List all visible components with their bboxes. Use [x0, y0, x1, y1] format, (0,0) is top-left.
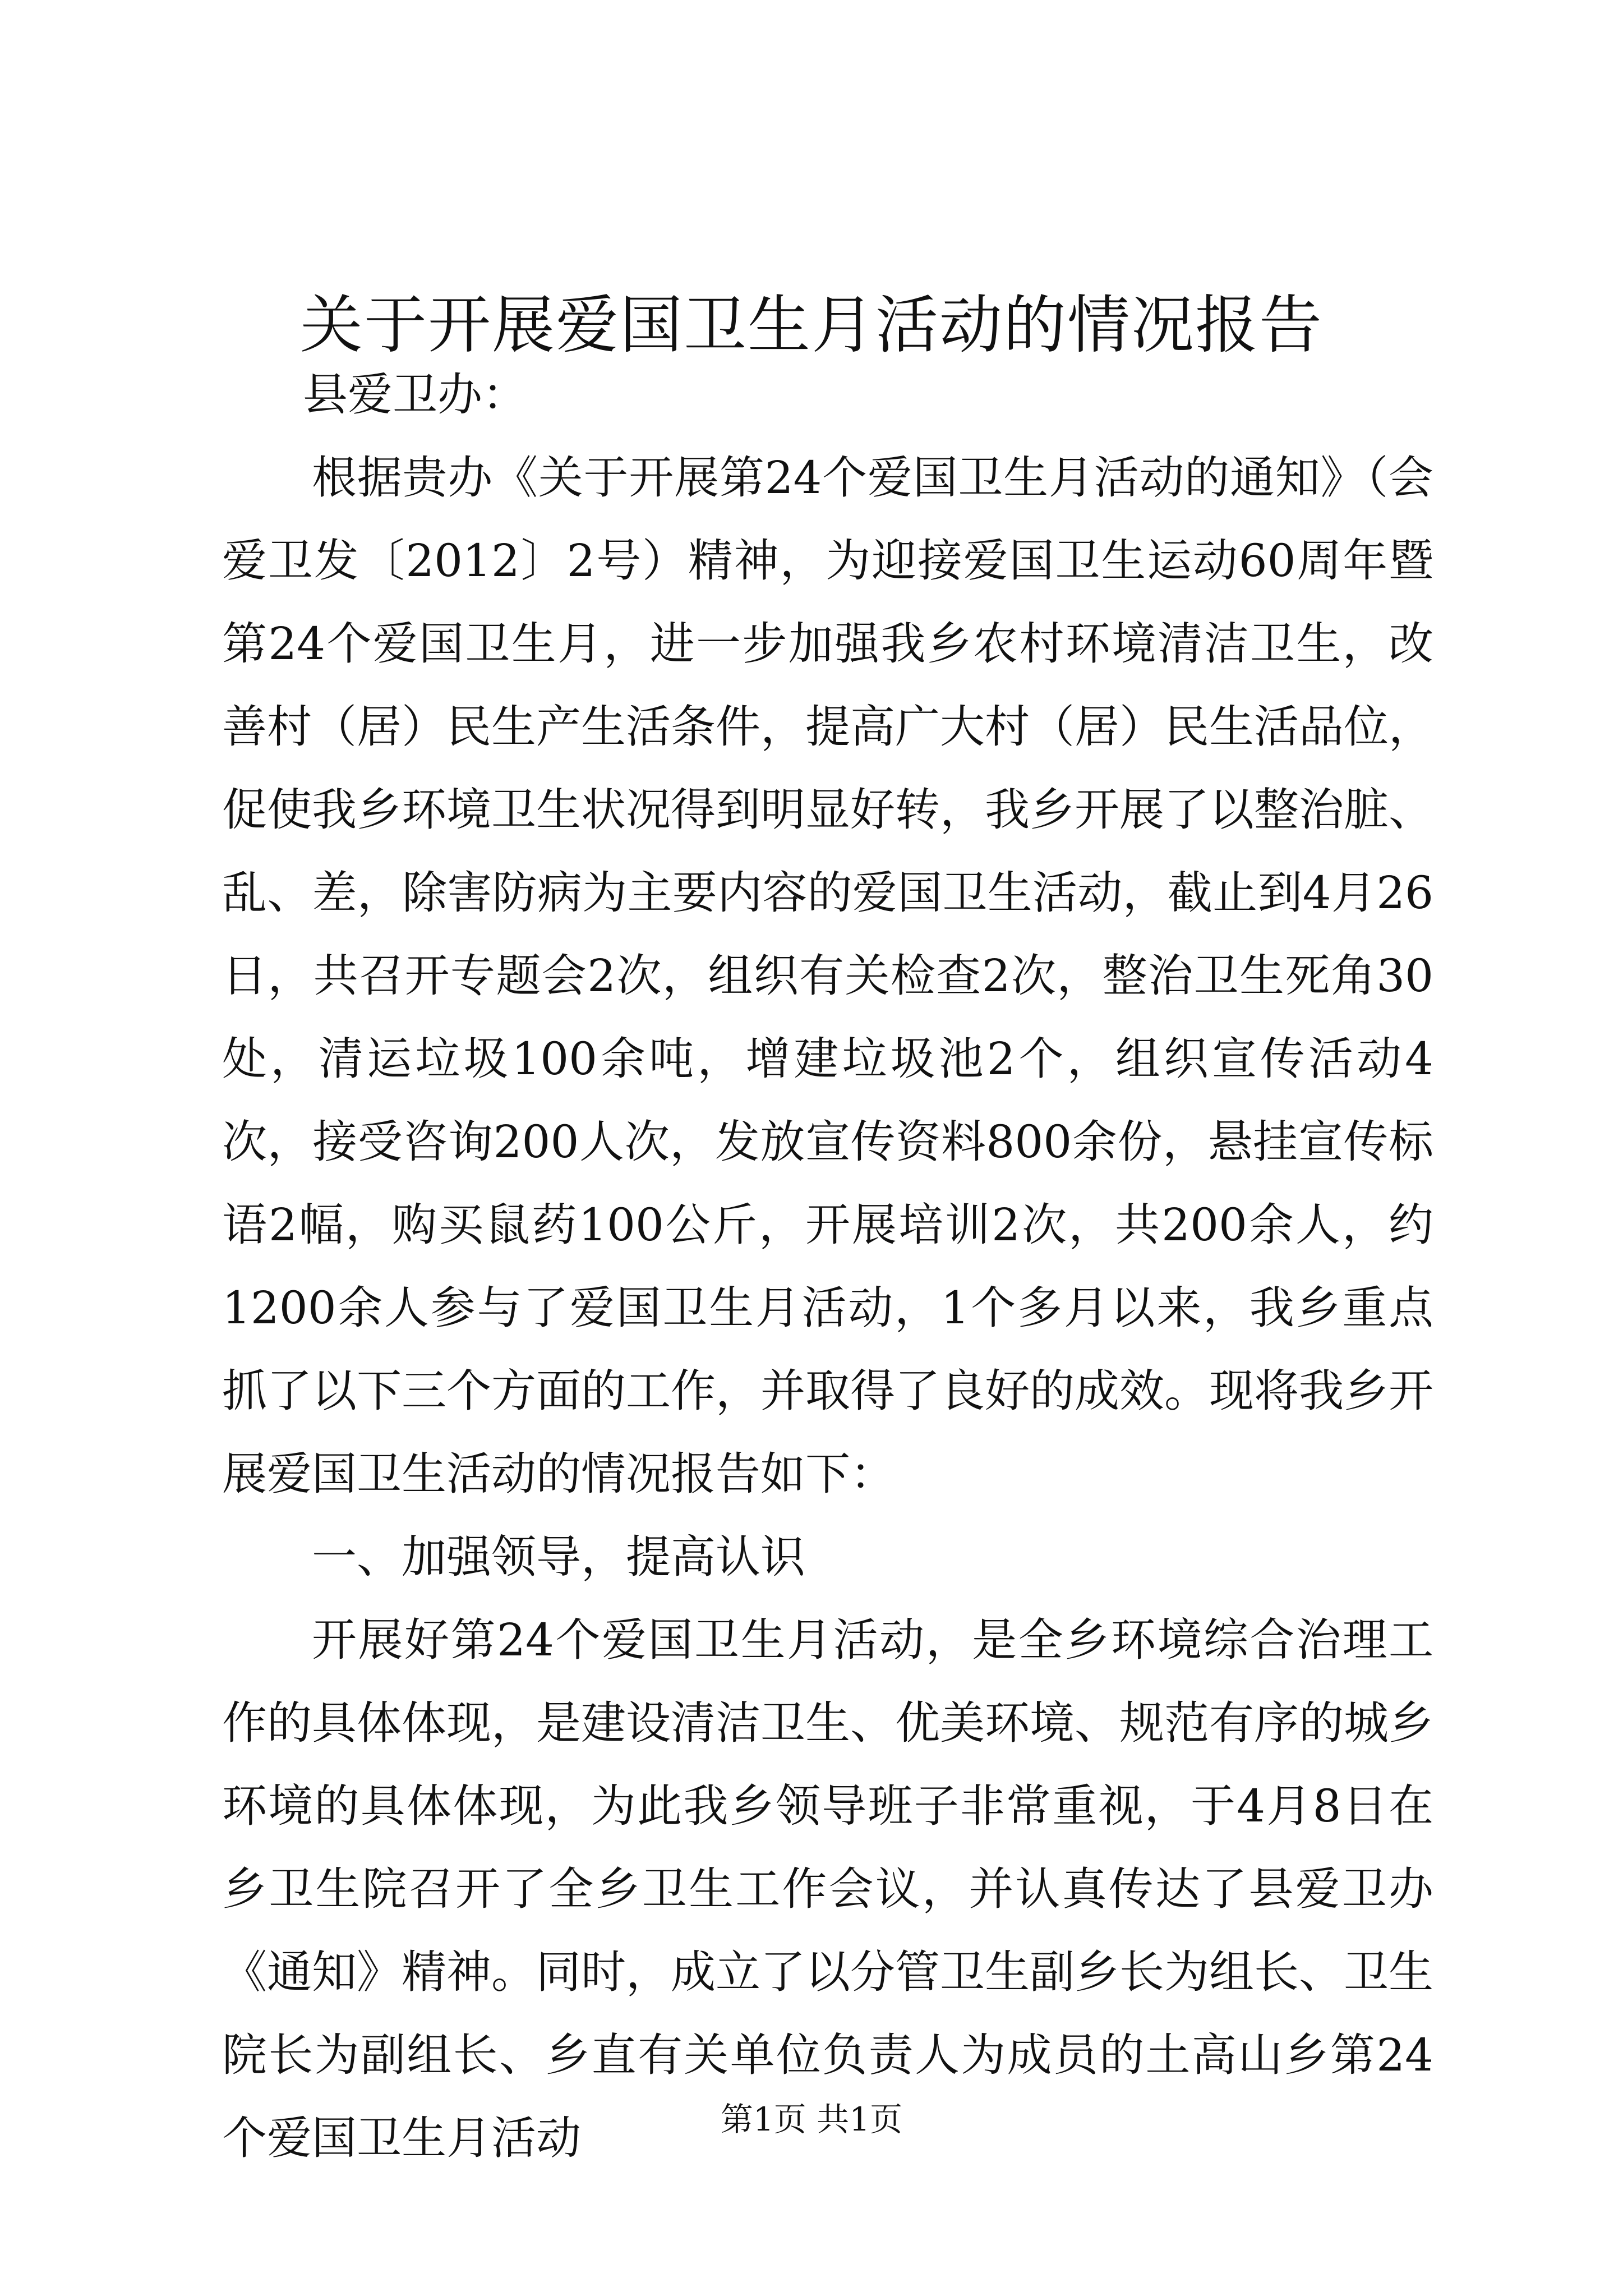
section-heading-1: 一、加强领导，提高认识 — [312, 1531, 805, 1583]
document-body — [222, 436, 1433, 2180]
document-title: 关于开展爱国卫生月活动的情况报告 — [300, 289, 1323, 362]
page-footer — [0, 2097, 1623, 2142]
page-number-label: 第1页 共1页 — [720, 2100, 903, 2138]
salutation: 县爱卫办： — [303, 369, 527, 421]
paragraph-intro: 根据贵办《关于开展第24个爱国卫生月活动的通知》（会爱卫发〔2012〕2号）精神，为迎接爱国卫生运动60周年暨第24个爱国卫生月，进一步加强我乡农村环境清洁卫生，改善村（居）民生产生活条件，提高广大村（居）民生活品位，促使我乡环境卫生状况得到明显好转，我乡开展了以整治脏、乱、差，除害防病为主要内容的爱国卫生活动，截止到4月26日，共召开专题会2次，组织有关检查2次，整治卫生死角30处，清运垃圾100余吨，增建垃圾池2个，组织宣传活动4次，接受咨询200人次，发放宣传资料800余份，悬挂宣传标语2幅，购买鼠药100公斤，开展培训2次，共200余人，约1200余人参与了爱国卫生月活动，1个多月以来，我乡重点抓了以下三个方面的工作，并取得了良好的成效。现将我乡开展爱国卫生活动的情况报告如下： — [222, 452, 1433, 1500]
paragraph-section-1: 开展好第24个爱国卫生月活动，是全乡环境综合治理工作的具体体现，是建设清洁卫生、优美环境、规范有序的城乡环境的具体体现，为此我乡领导班子非常重视，于4月8日在乡卫生院召开了全乡卫生工作会议，并认真传达了县爱卫办《通知》精神。同时，成立了以分管卫生副乡长为组长、卫生院长为副组长、乡直有关单位负责人为成员的土高山乡第24个爱国卫生月活动 — [222, 1614, 1433, 2164]
